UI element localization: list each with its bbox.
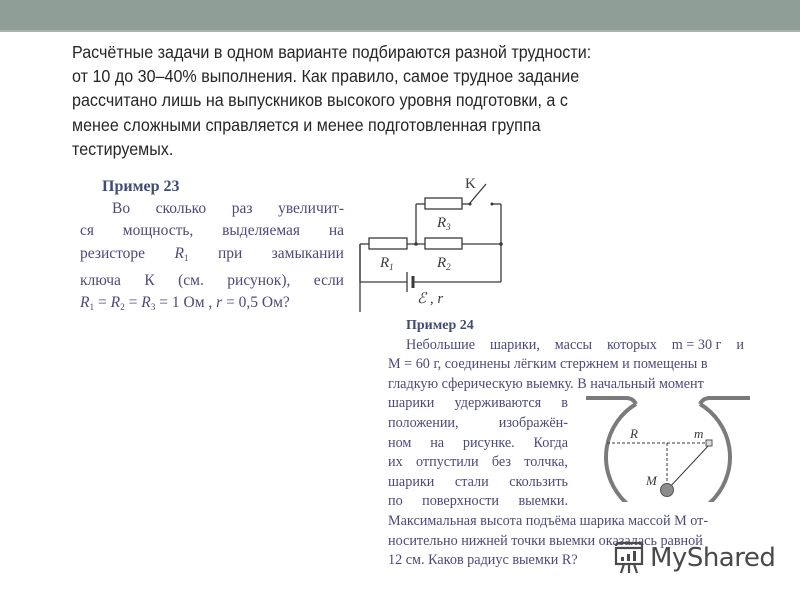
word: замыкании [271, 244, 344, 262]
example-24-line: ном на рисунке. Когда [388, 434, 568, 451]
word: раз [231, 200, 253, 218]
word: Небольшие [406, 336, 476, 353]
example-24-title: Пример 24 [406, 318, 474, 333]
ball-m [706, 440, 712, 446]
example-23-line [80, 220, 344, 242]
example-23-line [102, 198, 344, 220]
example-24-line: шарики удерживаются в [388, 395, 568, 412]
r1-label: $R_1$ [380, 255, 394, 272]
word: мощность, [122, 222, 194, 240]
example-24-line [388, 336, 744, 356]
word: ся [80, 222, 95, 240]
myshared-watermark [612, 538, 775, 578]
example-23-line [80, 270, 344, 292]
word: выделяемая [222, 222, 301, 240]
emf-label: ℰ , r [417, 291, 444, 307]
word: массы [554, 336, 593, 353]
radius-label: R [630, 426, 638, 441]
switch-label: K [465, 176, 476, 192]
example-24-line: M = 60 г, соединены лёгким стержнем и помещены в [388, 356, 708, 373]
example-23-line [80, 243, 344, 270]
slide-header-bar [0, 0, 800, 32]
word: увеличит- [278, 200, 344, 218]
intro-line: рассчитано лишь на выпускников высокого уровня подготовки, а с [72, 90, 568, 111]
presentation-chart-icon [612, 541, 644, 575]
intro-line: от 10 до 30–40% выполнения. Как правило, самое трудное задание [72, 66, 580, 87]
circuit-diagram [355, 172, 525, 312]
word: сколько [155, 200, 207, 218]
r1-symbol: $R_1$ [174, 244, 189, 264]
example-24-line: положении, изображён- [388, 414, 568, 431]
example-23-text [80, 176, 344, 319]
word: m = 30 г [671, 336, 722, 353]
intro-line: тестируемых. [72, 138, 174, 159]
mass-m-label: m [694, 426, 704, 441]
example-24-line: Максимальная высота подъёма шарика массой M от- [388, 512, 709, 529]
word: К [144, 271, 155, 289]
r2-label: $R_2$ [437, 255, 451, 272]
word: рисунок), [227, 271, 291, 289]
example-24-line: 12 см. Каков радиус выемки R? [388, 552, 578, 569]
example-24-line: их отпустили без толчка, [388, 454, 568, 471]
example-24-line: носительно нижней точки выемки оказалась равной [388, 532, 703, 549]
word: на [328, 222, 344, 240]
example-24-line: по поверхности выемки. [388, 493, 568, 510]
intro-line: Расчётные задачи в одном варианте подбираются разной трудности: [72, 42, 592, 62]
example-24-line: шарики стали скользить [388, 473, 568, 490]
watermark-text: MyShared [650, 543, 776, 573]
word: (см. [178, 271, 204, 289]
word: шарики, [489, 336, 540, 353]
word: если [313, 271, 344, 289]
example-23-title: Пример 23 [102, 178, 180, 195]
word: ключа [80, 271, 121, 289]
example-23-given-values: $R_1 = R_2 = R_3 = 1$ Ом , r = 0,5 Ом? [80, 294, 290, 314]
intro-line: менее сложными справляется и менее подготовленная группа [72, 114, 541, 135]
word: резисторе [80, 244, 146, 262]
mass-M-label: M [646, 473, 657, 488]
ball-M [661, 484, 674, 497]
word: и [736, 336, 744, 353]
word: Во [112, 200, 131, 218]
spherical-bowl-figure [578, 392, 754, 502]
r3-label: $R_3$ [437, 215, 451, 232]
word: при [217, 244, 243, 262]
word: которых [606, 336, 657, 353]
intro-paragraph [72, 40, 762, 161]
example-24-line: гладкую сферическую выемку. В начальный момент [388, 375, 704, 392]
